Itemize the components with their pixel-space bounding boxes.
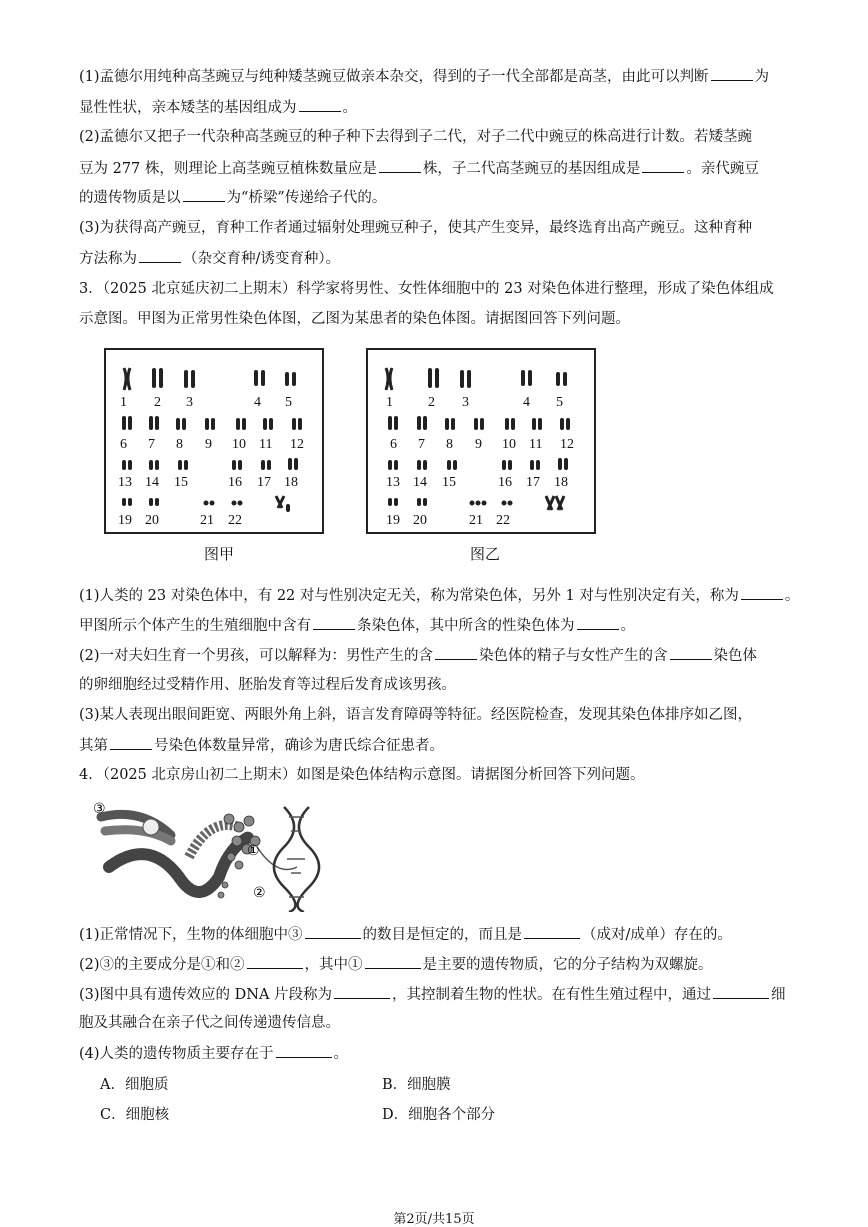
chromosome-number: 17 (257, 475, 271, 490)
label-1: ① (247, 843, 260, 859)
chromosome-number: 15 (174, 475, 188, 490)
chromosome-number: 1 (120, 395, 127, 410)
label-2: ② (253, 885, 266, 901)
q3-sub-4: 的卵细胞经过受精作用、胚胎发育等过程后发育成该男孩。 (79, 677, 456, 693)
answer-blank[interactable] (524, 924, 580, 939)
answer-blank[interactable] (334, 984, 390, 999)
q3-sub-3: (2)一对夫妇生育一个男孩，可以解释为：男性产生的含 染色体的精子与女性产生的含 染色体 (79, 645, 757, 666)
chromosome-number: 19 (118, 513, 132, 528)
chromosome-number: 13 (118, 475, 132, 490)
chromosome-number: 2 (154, 395, 161, 410)
chromosome-number: 11 (529, 437, 543, 452)
karyotype-figure-a (104, 348, 324, 534)
answer-blank[interactable] (670, 645, 712, 660)
chromosome-number: 6 (120, 437, 127, 452)
answer-blank[interactable] (183, 187, 225, 202)
q3-heading-2: 示意图。甲图为正常男性染色体图，乙图为某患者的染色体图。请据图回答下列问题。 (79, 311, 630, 327)
q4-heading: 4．（2025 北京房山初二上期末）如图是染色体结构示意图。请据图分析回答下列问题。 (79, 767, 645, 783)
q2-line-6: (3)为获得高产豌豆，育种工作者通过辐射处理豌豆种子，使其产生变异，最终选育出高产豌豆。这种育种 (79, 220, 753, 236)
karyotype-figure-b (366, 348, 596, 534)
q3-sub-6: 其第 号染色体数量异常，确诊为唐氏综合征患者。 (79, 735, 444, 756)
page-footer: 第2页/共15页 (393, 1212, 475, 1227)
answer-blank[interactable] (110, 735, 152, 750)
chromosome-number: 5 (285, 395, 292, 410)
q2-line-3: (2)孟德尔又把子一代杂种高茎豌豆的种子种下去得到子二代，对子二代中豌豆的株高进行计数。若矮茎豌 (79, 129, 753, 145)
q3-sub-2: 甲图所示个体产生的生殖细胞中含有 条染色体，其中所含的性染色体为 。 (79, 615, 635, 636)
chromosome-structure-diagram (79, 797, 329, 912)
chromosome-number: 12 (290, 437, 304, 452)
chromosome-number: 16 (228, 475, 242, 490)
karyotype-a-chromosomes (106, 350, 322, 532)
chromosome-number: 1 (386, 395, 393, 410)
q4-sub-5: (4)人类的遗传物质主要存在于 。 (79, 1043, 348, 1064)
chromosome-number: 15 (442, 475, 456, 490)
chromosome-number: 6 (390, 437, 397, 452)
figure-caption-a: 图甲 (204, 545, 235, 563)
chromosome-number: 8 (176, 437, 183, 452)
chromosome-number: 18 (554, 475, 568, 490)
chromosome-number: 14 (413, 475, 427, 490)
chromosome-number: 19 (386, 513, 400, 528)
answer-blank[interactable] (379, 158, 421, 173)
chromosome-number: 9 (205, 437, 212, 452)
answer-blank[interactable] (435, 645, 477, 660)
answer-blank[interactable] (577, 615, 619, 630)
answer-blank[interactable] (313, 615, 355, 630)
q3-sub-5: (3)某人表现出眼间距宽、两眼外角上斜，语言发育障碍等特征。经医院检查，发现其染色体排序如乙图， (79, 707, 753, 723)
answer-blank[interactable] (305, 924, 361, 939)
q2-line-5: 的遗传物质是以 为“桥梁”传递给子代的。 (79, 187, 386, 208)
answer-blank[interactable] (642, 158, 684, 173)
q4-sub-1: (1)正常情况下，生物的体细胞中③ 的数目是恒定的，而且是 （成对/成单）存在的。 (79, 924, 732, 945)
answer-blank[interactable] (299, 97, 341, 112)
answer-blank[interactable] (139, 248, 181, 263)
chromosome-number: 7 (418, 437, 425, 452)
chromosome-number: 4 (254, 395, 261, 410)
chromosome-number: 14 (145, 475, 159, 490)
chromosome-number: 22 (228, 513, 242, 528)
option-b[interactable]: B．细胞膜 (382, 1077, 451, 1093)
q4-sub-3: (3)图中具有遗传效应的 DNA 片段称为 ，其控制着生物的性状。在有性生殖过程中，通过 细 (79, 984, 786, 1005)
option-a[interactable]: A．细胞质 (100, 1077, 169, 1093)
chromosome-number: 16 (498, 475, 512, 490)
chromosome-number: 13 (386, 475, 400, 490)
option-d[interactable]: D．细胞各个部分 (382, 1107, 496, 1123)
label-3: ③ (93, 801, 106, 817)
chromosome-number: 8 (446, 437, 453, 452)
chromosome-number: 12 (560, 437, 574, 452)
chromosome-number: 22 (496, 513, 510, 528)
chromosome-number: 3 (186, 395, 193, 410)
answer-blank[interactable] (365, 954, 421, 969)
chromosome-number: 4 (523, 395, 530, 410)
chromosome-number: 11 (259, 437, 273, 452)
q2-line-4: 豆为 277 株，则理论上高茎豌豆植株数量应是 株，子二代高茎豌豆的基因组成是 。亲代豌豆 (79, 158, 759, 179)
chromosome-number: 17 (526, 475, 540, 490)
chromosome-number: 20 (413, 513, 427, 528)
answer-blank[interactable] (713, 984, 769, 999)
karyotype-b-chromosomes (368, 350, 594, 532)
chromosome-number: 18 (284, 475, 298, 490)
chromosome-number: 21 (469, 513, 483, 528)
q2-line-7: 方法称为 （杂交育种/诱变育种）。 (79, 248, 340, 269)
chromosome-number: 10 (232, 437, 246, 452)
chromosome-number: 5 (556, 395, 563, 410)
chromosome-number: 3 (462, 395, 469, 410)
q2-line-2: 显性性状，亲本矮茎的基因组成为 。 (79, 97, 357, 118)
chromosome-number: 10 (502, 437, 516, 452)
q4-sub-2: (2)③的主要成分是①和② ，其中① 是主要的遗传物质，它的分子结构为双螺旋。 (79, 954, 713, 975)
q2-line-1: (1)孟德尔用纯种高茎豌豆与纯种矮茎豌豆做亲本杂交，得到的子一代全部都是高茎，由此可以判断 为 (79, 66, 769, 87)
chromosome-number: 20 (145, 513, 159, 528)
answer-blank[interactable] (741, 585, 783, 600)
option-c[interactable]: C．细胞核 (100, 1107, 170, 1123)
chromosome-number: 21 (200, 513, 214, 528)
chromosome-number: 7 (148, 437, 155, 452)
chromosome-number: 2 (428, 395, 435, 410)
q3-sub-1: (1)人类的 23 对染色体中，有 22 对与性别决定无关，称为常染色体，另外 1 对与性别决定有关，称为 。 (79, 585, 799, 606)
answer-blank[interactable] (711, 66, 753, 81)
q3-heading-1: 3．（2025 北京延庆初二上期末）科学家将男性、女性体细胞中的 23 对染色体进行整理，形成了染色体组成 (79, 281, 774, 297)
answer-blank[interactable] (276, 1043, 332, 1058)
figure-caption-b: 图乙 (470, 545, 501, 563)
q4-sub-4: 胞及其融合在亲子代之间传递遗传信息。 (79, 1015, 340, 1031)
answer-blank[interactable] (247, 954, 303, 969)
chromosome-number: 9 (475, 437, 482, 452)
